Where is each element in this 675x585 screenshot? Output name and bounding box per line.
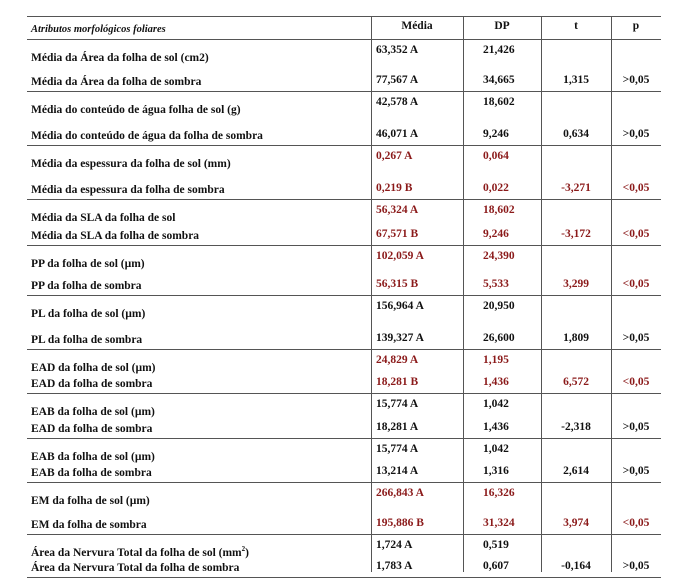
sun-leaf-label: EAD da folha de sol (µm)	[31, 362, 156, 374]
table-row	[27, 246, 661, 296]
shade-mean: 1,783 A	[376, 560, 413, 572]
table-row	[27, 394, 661, 439]
column-divider	[463, 16, 464, 572]
p-value: <0,05	[622, 228, 650, 240]
sun-sd: 21,426	[483, 44, 515, 56]
shade-mean: 46,071 A	[376, 128, 419, 140]
shade-leaf-label: Área da Nervura Total da folha de sombra	[31, 562, 240, 574]
shade-sd: 1,436	[483, 376, 509, 388]
t-value: 6,572	[563, 376, 589, 388]
t-value: 0,634	[563, 128, 589, 140]
sun-mean: 156,964 A	[376, 300, 424, 312]
unit-superscript: 2	[241, 545, 246, 554]
p-value: >0,05	[622, 332, 650, 344]
p-value: <0,05	[622, 517, 650, 529]
table-row	[27, 296, 661, 350]
shade-mean: 139,327 A	[376, 332, 424, 344]
sun-sd: 0,064	[483, 150, 509, 162]
shade-sd: 9,246	[483, 128, 509, 140]
sun-mean: 266,843 A	[376, 487, 424, 499]
sun-mean: 42,578 A	[376, 96, 419, 108]
sun-leaf-label-text: Área da Nervura Total da folha de sol (mm	[31, 547, 242, 559]
shade-sd: 31,324	[483, 517, 515, 529]
shade-leaf-label: EAD da folha de sombra	[31, 378, 153, 390]
sun-mean: 1,724 A	[376, 539, 413, 551]
table-row	[27, 200, 661, 246]
t-value: -3,172	[561, 228, 591, 240]
table-row	[27, 439, 661, 483]
shade-leaf-label: Média da SLA da folha de sombra	[31, 230, 200, 242]
shade-sd: 1,436	[483, 421, 509, 433]
p-value: >0,05	[622, 128, 650, 140]
shade-mean: 195,886 B	[376, 517, 424, 529]
table-row	[27, 535, 661, 578]
sun-mean: 0,267 A	[376, 150, 413, 162]
morphology-table	[27, 16, 661, 578]
sun-sd: 0,519	[483, 539, 509, 551]
sun-sd: 18,602	[483, 204, 515, 216]
shade-mean: 18,281 B	[376, 376, 419, 388]
sun-mean: 63,352 A	[376, 44, 419, 56]
table-row	[27, 92, 661, 146]
p-value: <0,05	[622, 376, 650, 388]
table-row	[27, 146, 661, 200]
sun-sd: 16,326	[483, 487, 515, 499]
sun-leaf-label: Média do conteúdo de água folha de sol (g)	[31, 104, 241, 116]
sun-sd: 1,042	[483, 443, 509, 455]
sun-mean: 15,774 A	[376, 443, 419, 455]
table-row	[27, 350, 661, 394]
column-divider	[541, 16, 542, 572]
header-sd: DP	[494, 20, 510, 32]
sun-leaf-label: EAB da folha de sol (µm)	[31, 406, 155, 418]
p-value: >0,05	[622, 421, 650, 433]
sun-leaf-label-tail: )	[245, 547, 249, 559]
shade-leaf-label: Média da Área da folha de sombra	[31, 76, 202, 88]
header-attributes: Atributos morfológicos foliares	[31, 24, 166, 35]
shade-sd: 34,665	[483, 74, 515, 86]
shade-sd: 0,022	[483, 182, 509, 194]
column-divider	[371, 16, 372, 572]
table-body	[27, 40, 661, 578]
t-value: 2,614	[563, 465, 589, 477]
sun-leaf-label: Média da espessura da folha de sol (mm)	[31, 158, 231, 170]
sun-mean: 15,774 A	[376, 398, 419, 410]
shade-mean: 77,567 A	[376, 74, 419, 86]
sun-leaf-label: PP da folha de sol (µm)	[31, 258, 145, 270]
sun-leaf-label: EM da folha de sol (µm)	[31, 495, 150, 507]
header-p: p	[632, 20, 640, 32]
header-mean: Média	[401, 20, 433, 32]
shade-leaf-label: EAB da folha de sombra	[31, 467, 152, 479]
column-divider	[611, 16, 612, 572]
shade-mean: 0,219 B	[376, 182, 413, 194]
shade-sd: 5,533	[483, 278, 509, 290]
shade-mean: 18,281 A	[376, 421, 419, 433]
sun-sd: 1,195	[483, 354, 509, 366]
shade-mean: 13,214 A	[376, 465, 419, 477]
shade-leaf-label: EAD da folha de sombra	[31, 423, 153, 435]
t-value: -2,318	[561, 421, 591, 433]
sun-mean: 24,829 A	[376, 354, 419, 366]
t-value: -0,164	[561, 560, 591, 572]
shade-leaf-label: Média do conteúdo de água da folha de sombra	[31, 130, 263, 142]
header-t: t	[574, 20, 578, 32]
shade-leaf-label: PP da folha de sombra	[31, 280, 142, 292]
t-value: 3,299	[563, 278, 589, 290]
table-row	[27, 483, 661, 535]
p-value: >0,05	[622, 560, 650, 572]
sun-leaf-label: Média da Área da folha de sol (cm2)	[31, 52, 209, 64]
shade-leaf-label: PL da folha de sombra	[31, 334, 143, 346]
shade-leaf-label: Média da espessura da folha de sombra	[31, 184, 225, 196]
shade-mean: 67,571 B	[376, 228, 419, 240]
sun-sd: 1,042	[483, 398, 509, 410]
sun-leaf-label	[31, 547, 249, 559]
p-value: <0,05	[622, 182, 650, 194]
shade-sd: 26,600	[483, 332, 515, 344]
shade-mean: 56,315 B	[376, 278, 419, 290]
sun-leaf-label: Média da SLA da folha de sol	[31, 212, 176, 224]
sun-sd: 20,950	[483, 300, 515, 312]
sun-mean: 102,059 A	[376, 250, 424, 262]
p-value: <0,05	[622, 278, 650, 290]
table-row	[27, 40, 661, 92]
p-value: >0,05	[622, 465, 650, 477]
shade-sd: 0,607	[483, 560, 509, 572]
sun-mean: 56,324 A	[376, 204, 419, 216]
sun-sd: 24,390	[483, 250, 515, 262]
table-header	[27, 16, 661, 40]
t-value: 3,974	[563, 517, 589, 529]
t-value: 1,315	[563, 74, 589, 86]
sun-leaf-label: PL da folha de sol (µm)	[31, 308, 146, 320]
t-value: 1,809	[563, 332, 589, 344]
shade-sd: 9,246	[483, 228, 509, 240]
shade-leaf-label: EM da folha de sombra	[31, 519, 147, 531]
sun-sd: 18,602	[483, 96, 515, 108]
p-value: >0,05	[622, 74, 650, 86]
sun-leaf-label: EAB da folha de sol (µm)	[31, 451, 155, 463]
shade-sd: 1,316	[483, 465, 509, 477]
t-value: -3,271	[561, 182, 591, 194]
